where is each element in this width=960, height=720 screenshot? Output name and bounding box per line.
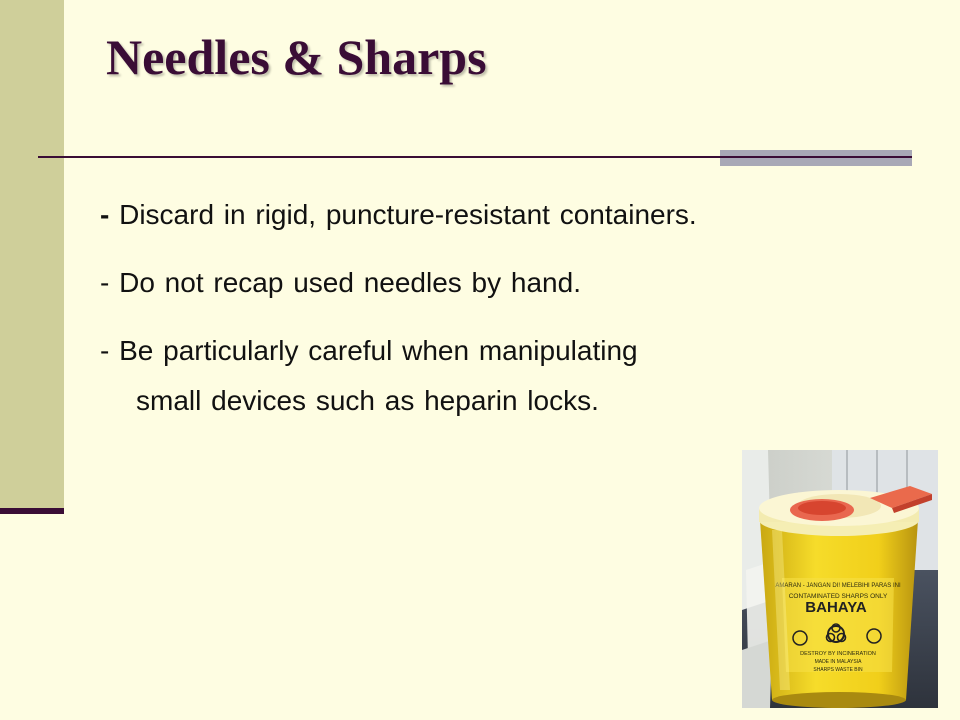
bullet-list — [100, 195, 900, 453]
bin-label-line: CONTAMINATED SHARPS ONLY — [788, 593, 888, 600]
bin-label-line: MADE IN MALAYSIA — [814, 659, 862, 665]
bin-label-line: DESTROY BY INCINERATION — [800, 651, 876, 657]
bullet-item — [100, 331, 900, 421]
bullet-continuation: small devices such as heparin locks. — [136, 385, 599, 416]
bullet-text: Be particularly careful when manipulating — [109, 335, 638, 366]
title-rule-accent — [720, 150, 912, 166]
bullet-text: Do not recap used needles by hand. — [109, 267, 581, 298]
bullet-text: Discard in rigid, puncture-resistant containers. — [109, 199, 697, 230]
left-accent-bar-foot — [0, 508, 64, 514]
bullet-dash: - — [100, 267, 110, 298]
bin-label-bahaya: BAHAYA — [805, 599, 867, 616]
bullet-item — [100, 263, 900, 303]
bullet-item — [100, 195, 900, 235]
bin-label-line: SHARPS WASTE BIN — [813, 667, 863, 673]
sharps-container-photo — [742, 450, 938, 708]
left-accent-bar — [0, 0, 64, 512]
bullet-dash: - — [100, 199, 110, 230]
slide-title: Needles & Sharps — [106, 29, 487, 85]
bullet-dash: - — [100, 335, 110, 366]
bin-label-line: AMARAN - JANGAN DI! MELEBIHI PARAS INI — [775, 583, 901, 589]
title-rule — [38, 156, 912, 158]
